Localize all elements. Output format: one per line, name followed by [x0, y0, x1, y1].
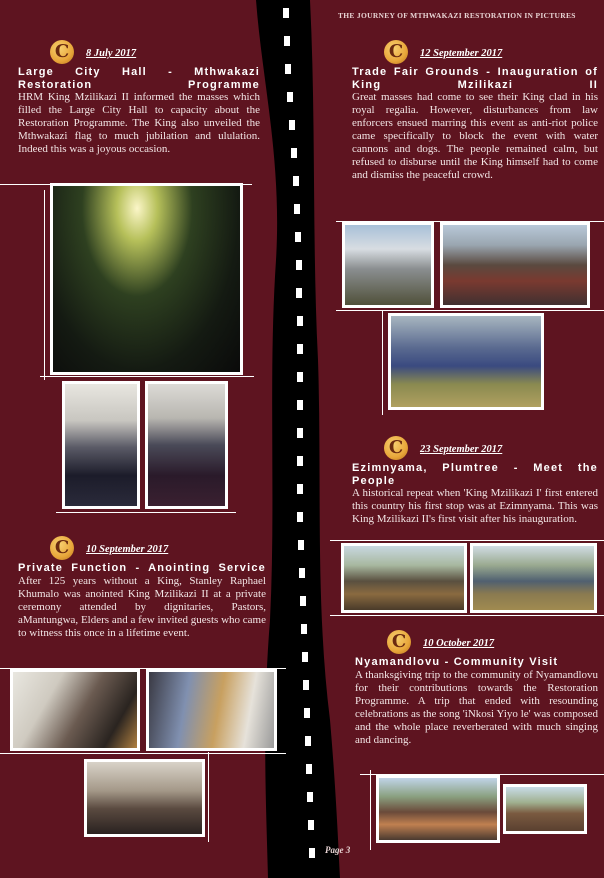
photo-anointing-ceremony: [84, 759, 205, 837]
entry-10-september-2017: [18, 538, 266, 640]
photo-trade-fair-cars: [342, 222, 434, 308]
entry-title: Trade Fair Grounds - Inauguration of King Mzilikazi II: [352, 66, 598, 91]
entry-date-row: [352, 438, 598, 462]
entry-date-row: [18, 538, 266, 562]
frame-line: [382, 310, 383, 415]
photo-trade-fair-crowd: [440, 222, 590, 308]
photo-anointing-left: [10, 669, 140, 751]
entry-title: Large City Hall - Mthwakazi Restoration Programme: [18, 66, 260, 91]
entry-date: 10 October 2017: [423, 638, 495, 649]
photo-city-hall-crowd-right: [145, 381, 228, 509]
frame-line: [336, 310, 604, 311]
entry-date-row: [352, 42, 598, 66]
entry-23-september-2017: [352, 438, 598, 526]
entry-title: Ezimnyama, Plumtree - Meet the People: [352, 462, 598, 487]
entry-date-row: [355, 632, 598, 656]
c-badge-icon: C: [387, 630, 411, 654]
entry-body: A thanksgiving trip to the community of Nyamandlovu for their contributions towards the Restoration Programme. A trip that ended with resounding celebrations as the song 'iNkosi Yiyo le' was composed and the whole place reverberated with much singing and dancing.: [355, 668, 598, 746]
frame-line: [370, 770, 371, 850]
frame-line: [330, 540, 604, 541]
frame-line: [56, 512, 236, 513]
frame-line: [208, 752, 209, 842]
entry-title: Nyamandlovu - Community Visit: [355, 656, 559, 668]
photo-city-hall-stage: [50, 183, 243, 375]
entry-body: Great masses had come to see their King clad in his royal regalia. However, disturbances from law enforcers ensued marring this event as anti-riot police came specifically to block the event with water cannons and dogs. The people remained calm, but refused to disburse until the King himself had to come and dismiss the peaceful crowd.: [352, 91, 598, 181]
entry-date-row: [18, 42, 260, 66]
photo-nyamandlovu-left: [376, 775, 500, 843]
entry-date: 10 September 2017: [86, 544, 169, 555]
photo-city-hall-crowd-left: [62, 381, 140, 509]
entry-date: 23 September 2017: [420, 444, 503, 455]
c-badge-icon: C: [384, 40, 408, 64]
photo-anointing-right: [146, 669, 277, 751]
entry-body: A historical repeat when 'King Mzilikazi I' first entered this country his first stop was at Ezimnyama. This was King Mzilikazi II's first visit after his inauguration.: [352, 487, 598, 525]
c-badge-icon: C: [384, 436, 408, 460]
page-number: Page 3: [325, 845, 351, 855]
entry-body: After 125 years without a King, Stanley Raphael Khumalo was anointed King Mzilikazi II at a private ceremony attended by dignitaries, Pastors, aMantungwa, Elders and a few invited guests who came to witness this once in a lifetime event.: [18, 574, 266, 639]
frame-line: [44, 190, 45, 380]
entry-10-october-2017: [355, 632, 598, 747]
entry-date: 12 September 2017: [420, 48, 503, 59]
frame-line: [0, 753, 286, 754]
entry-8-july-2017: [18, 42, 260, 156]
photo-anti-riot-police: [388, 313, 544, 410]
c-badge-icon: C: [50, 40, 74, 64]
frame-line: [40, 376, 254, 377]
entry-date: 8 July 2017: [86, 48, 137, 59]
frame-line: [330, 615, 604, 616]
photo-nyamandlovu-right: [503, 784, 587, 834]
photo-ezimnyama-right: [470, 543, 597, 613]
entry-12-september-2017: [352, 42, 598, 182]
entry-title: Private Function - Anointing Service: [18, 562, 266, 574]
photo-ezimnyama-left: [341, 543, 467, 613]
page-header-title: THE JOURNEY OF MTHWAKAZI RESTORATION IN PICTURES: [338, 11, 576, 20]
c-badge-icon: C: [50, 536, 74, 560]
entry-body: HRM King Mzilikazi II informed the masses which filled the Large City Hall to capacity about the Restoration Programme. The King also unveiled the Mthwakazi flag to much jubilation and ululation. Indeed this was a joyous occasion.: [18, 91, 260, 155]
